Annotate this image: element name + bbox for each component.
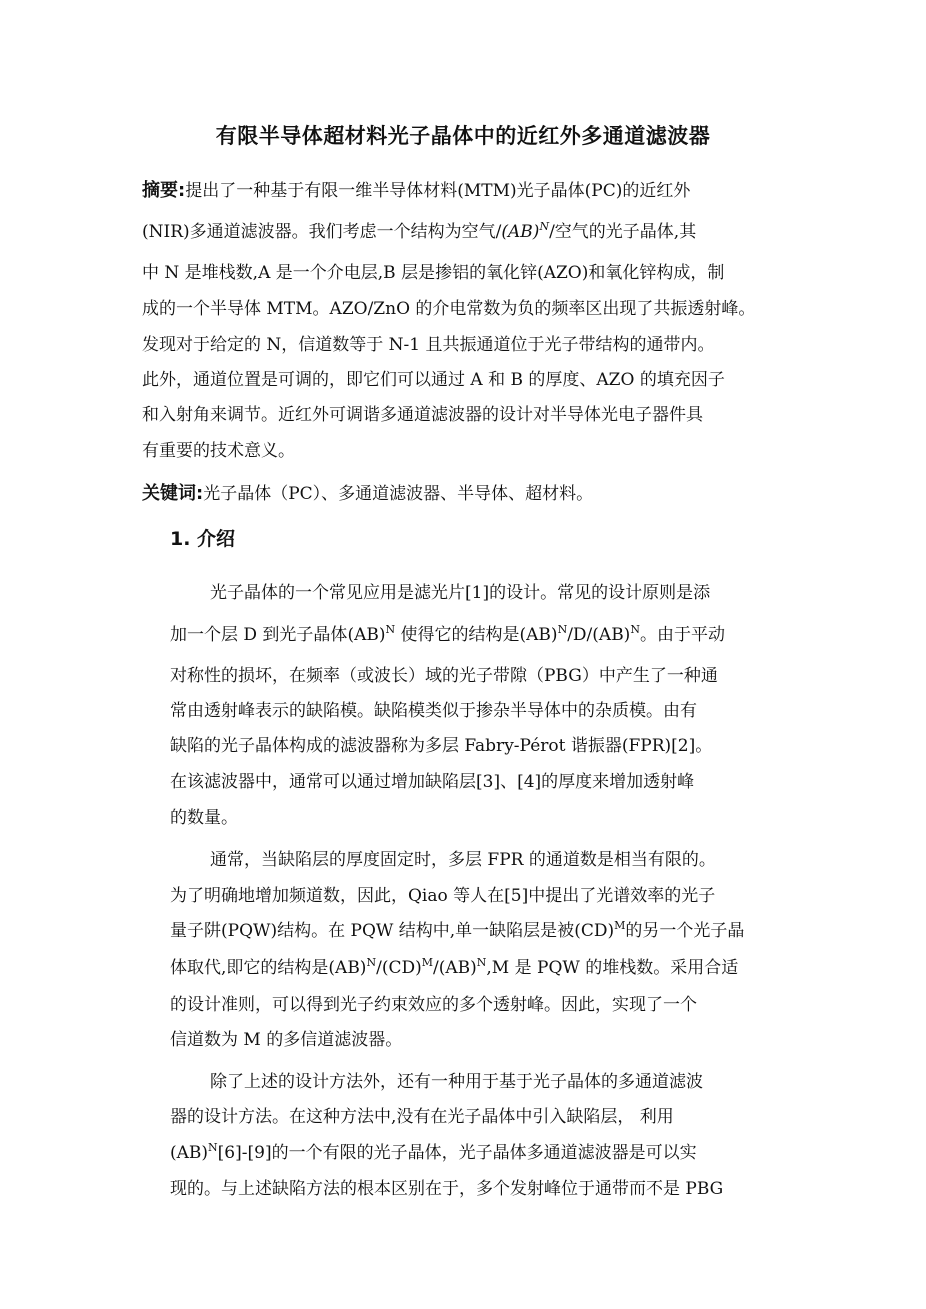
abstract-line: (NIR)多通道滤波器。我们考虑一个结构为空气/(AB)$^N$/空气的光子晶体,其 [142, 220, 697, 242]
abstract-line: 和入射角来调节。近红外可调谐多通道滤波器的设计对半导体光电子器件具 [142, 405, 703, 425]
paragraph-line: 的数量。 [170, 808, 238, 828]
formula-ab: (AB) [501, 222, 540, 242]
paragraph-line: 加一个层 D 到光子晶体(AB)$^N$ 使得它的结构是(AB)$^N$/D/(AB)$^N$。由于平动 [170, 623, 725, 645]
paragraph-line: 对称性的损坏，在频率（或波长）域的光子带隙（PBG）中产生了一种通 [170, 666, 718, 686]
paragraph-line: (AB)$^N$[6]-[9]的一个有限的光子晶体，光子晶体多通道滤波器是可以实 [170, 1141, 697, 1163]
paragraph-line: 器的设计方法。在这种方法中,没有在光子晶体中引入缺陷层， 利用 [170, 1107, 674, 1127]
paragraph-line: 信道数为 M 的多信道滤波器。 [170, 1030, 403, 1050]
paragraph-line: 在该滤波器中，通常可以通过增加缺陷层[3]、[4]的厚度来增加透射峰 [170, 772, 695, 792]
paragraph-line: 缺陷的光子晶体构成的滤波器称为多层 Fabry-Pérot 谐振器(FPR)[2]。 [170, 736, 713, 756]
paragraph-line: 的设计准则，可以得到光子约束效应的多个透射峰。因此，实现了一个 [170, 995, 697, 1015]
paragraph-line: 现的。与上述缺陷方法的根本区别在于，多个发射峰位于通带而不是 PBG [170, 1179, 724, 1199]
abstract-line: 摘要:提出了一种基于有限一维半导体材料(MTM)光子晶体(PC)的近红外 [142, 180, 691, 201]
keywords-line [142, 479, 593, 505]
paragraph-line: 为了明确地增加频道数，因此，Qiao 等人在[5]中提出了光谱效率的光子 [170, 886, 716, 906]
abstract-line: 中 N 是堆栈数,A 是一个介电层,B 层是掺铝的氧化锌(AZO)和氧化锌构成，制 [142, 263, 725, 283]
keywords-label: 关键词: [142, 483, 204, 504]
paragraph-line: 通常，当缺陷层的厚度固定时，多层 FPR 的通道数是相当有限的。 [210, 850, 716, 870]
paper-title: 有限半导体超材料光子晶体中的近红外多通道滤波器 [215, 124, 711, 148]
abstract-label: 摘要: [142, 180, 186, 201]
abstract-line: 有重要的技术意义。 [142, 441, 295, 461]
abstract-line: 此外，通道位置是可调的，即它们可以通过 A 和 B 的厚度、AZO 的填充因子 [142, 370, 725, 390]
section-heading: 1. 介绍 [170, 528, 236, 550]
paragraph-line: 体取代,即它的结构是(AB)$^N$/(CD)$^M$/(AB)$^N$,M 是 PQW 的堆栈数。采用合适 [170, 956, 739, 978]
paragraph-line: 光子晶体的一个常见应用是滤光片[1]的设计。常见的设计原则是添 [210, 583, 711, 603]
paragraph-line: 量子阱(PQW)结构。在 PQW 结构中,单一缺陷层是被(CD)$^M$的另一个光子晶 [170, 919, 745, 941]
keywords-text: 光子晶体（PC）、多通道滤波器、半导体、超材料。 [203, 484, 594, 504]
paragraph-line: 常由透射峰表示的缺陷模。缺陷模类似于掺杂半导体中的杂质模。由有 [170, 701, 697, 721]
abstract-line: 发现对于给定的 N，信道数等于 N-1 且共振通道位于光子带结构的通带内。 [142, 335, 715, 355]
paragraph-line: 除了上述的设计方法外，还有一种用于基于光子晶体的多通道滤波 [210, 1072, 703, 1092]
abstract-line: 成的一个半导体 MTM。AZO/ZnO 的介电常数为负的频率区出现了共振透射峰。 [142, 299, 756, 319]
